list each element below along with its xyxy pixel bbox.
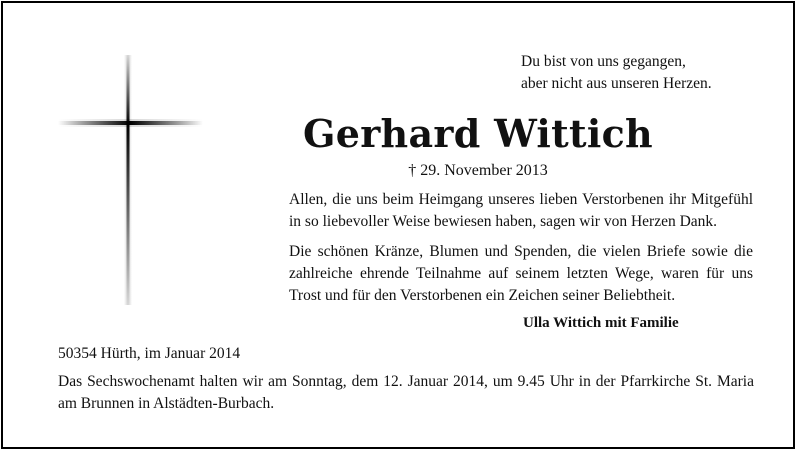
motto-line-1: Du bist von uns gegangen, xyxy=(521,53,686,70)
thanks-paragraph-1: Allen, die uns beim Heimgang unseres lieben Verstorbenen ihr Mitgefühl in so liebevoller Weise bewiesen haben, sagen wir von Herzen Dank. xyxy=(289,191,753,230)
deceased-name: Gerhard Wittich xyxy=(303,111,653,156)
motto-line-2: aber nicht aus unseren Herzen. xyxy=(521,75,712,92)
place-date: 50354 Hürth, im Januar 2014 xyxy=(58,345,241,362)
thanks-paragraph-2: Die schönen Kränze, Blumen und Spenden, die vielen Briefe sowie die zahlreiche ehrende Teilnahme auf seinem letzten Wege, waren für uns Trost und für den Verstorbenen ein Zeichen seiner Beliebtheit. xyxy=(289,243,753,304)
mass-announcement: Das Sechswochenamt halten wir am Sonntag, dem 12. Januar 2014, um 9.45 Uhr in der Pfarrkirche St. Maria am Brunnen in Alstädten-Burbach. xyxy=(58,373,754,412)
signature: Ulla Wittich mit Familie xyxy=(523,315,679,331)
motto xyxy=(521,51,712,95)
obituary-notice xyxy=(1,1,795,449)
death-date: † 29. November 2013 xyxy=(408,162,548,179)
cross-icon xyxy=(58,55,203,305)
